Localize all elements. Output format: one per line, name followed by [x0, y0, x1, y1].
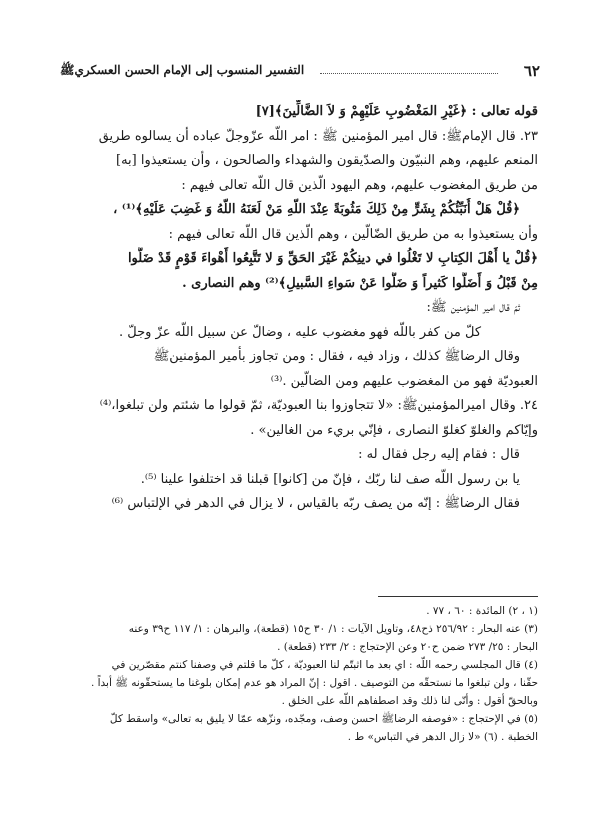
footnotes	[62, 602, 538, 746]
footnote-line: (١ ، ٢) المائدة : ٦٠ ، ٧٧ .	[426, 605, 538, 617]
header-dotted-line	[320, 73, 498, 74]
paragraph-line: المنعم عليهم، وهم النبيّون والصدّيقون والشهداء والصالحون ، وأن يستعيذوا [به]	[116, 153, 538, 168]
quran-quote-line: ﴿قُلْ يا أَهْلَ الكِتابِ لا تَغْلُوا في دينِكُمْ غَيْرَ الحَقِّ وَ لا تَتَّبِعُوا أَهْواءَ قَوْمٍ قَدْ ضَلُّوا	[127, 251, 538, 266]
body-text	[62, 100, 538, 517]
paragraph-line: ٢٤. وقال اميرالمؤمنينﷺ: «لا تتجاوزوا بنا العبوديّة، ثمّ قولوا ما شئتم ولن تبلغوا،⁽⁴⁾	[99, 398, 538, 413]
paragraph-line: وقال الرضاﷺ كذلك ، وزاد فيه ، فقال : ومن تجاوز بأمير المؤمنينﷺ	[153, 349, 520, 364]
footnote-line: (٤) قال المجلسي رحمه اللّه : اي بعد ما اثبتّم لنا العبوديّة ، كلّ ما قلتم في وصفنا كنتم مقصّرين في	[111, 659, 538, 671]
paragraph-line: وأن يستعيذوا به من طريق الضّالّين ، وهم الّذين قال اللّه تعالى فيهم :	[168, 226, 538, 242]
page-header	[60, 62, 540, 84]
paragraph-line: يا بن رسول اللّه صف لنا ربّك ، فإنّ من [كانوا] قبلنا قد اختلفوا علينا ⁽⁵⁾.	[140, 471, 520, 487]
paragraph-line: فقال الرضاﷺ : إنّه من يصف ربّه بالقياس ، لا يزال في الدهر في الإلتباس ⁽⁶⁾	[111, 496, 520, 511]
paragraph-line: كلّ من كفر باللّه فهو مغضوب عليه ، وضالّ عن سبيل اللّه عزّ وجلّ .	[118, 324, 482, 340]
verse-heading: قوله تعالى : ﴿غَيْرِ المَغْضُوبِ عَلَيْهِمْ وَ لاَ الضَّالِّينَ﴾[٧]	[255, 104, 538, 119]
paragraph-line: من طريق المغضوب عليهم، وهم اليهود الّذين قال اللّه تعالى فيهم :	[181, 177, 538, 193]
paragraph-line: قال : فقام إليه رجل فقال له :	[358, 447, 520, 462]
paragraph-line: ثمّ قال امير المؤمنين ﷺ:	[426, 300, 520, 315]
footnote-line: الخطبة . (٦) «لا زال الدهر في التباس» ط .	[347, 731, 538, 743]
running-title: التفسير المنسوب إلى الإمام الحسن العسكريﷺ	[60, 63, 305, 77]
footnote-separator	[378, 596, 538, 597]
footnote-line: البحار : ٢٥/ ٢٧٣ ضمن ح٢٠ وعن الإحتجاج : ٢/ ٢٣٣ (قطعة) .	[277, 641, 538, 653]
page-number: ٦٢	[523, 62, 540, 80]
quran-quote-line: مِنْ قَبْلُ وَ أَضَلُّوا كَثيراً وَ ضَلُّوا عَنْ سَواءِ السَّبيلِ﴾⁽²⁾ وهم النصارى .	[182, 275, 538, 291]
footnote-line: حقّنا ، ولن تبلغوا ما نستحقّه من التوصيف . اقول : إنّ المراد هو عدم إمكان بلوغنا ما يستحقّونه ﷺ أبداً .	[90, 677, 538, 689]
paragraph-line: وإيّاكم والغلوّ كغلوّ النصارى ، فإنّي بريء من الغالين» .	[250, 422, 538, 438]
paragraph-line: العبوديّة فهو من المغضوب عليهم ومن الضالّين .⁽³⁾	[270, 373, 538, 389]
footnote-line: وبالحقّ أقول : وأنّى لنا ذلك وقد اصطفاهم اللّه على الخلق .	[281, 695, 538, 707]
quran-quote-line: ﴿قُلْ هَلْ أُنَبِّئُكُمْ بِشَرٍّ مِنْ ذَلِكَ مَثُوبَةً عِنْدَ اللّهِ مَنْ لَعَنَهُ اللّهُ وَ غَضِبَ عَلَيْهِ﴾⁽¹⁾ ،	[113, 202, 520, 217]
footnote-line: (٥) في الإحتجاج : «فوصفه الرضاﷺ احسن وصف، ومجّده، ونزّهه عمّا لا يليق به تعالى» واسقط كلّ	[109, 713, 538, 725]
footnote-line: (٣) عنه البحار : ٢٥٦/٩٢ ذح٤٨، وتاويل الآيات : ١/ ٣٠ ح١٥ (قطعة)، والبرهان : ١/ ١١٧ ح٣٩ وعنه	[128, 623, 538, 635]
paragraph-line: ٢٣. قال الإمامﷺ: قال امير المؤمنين ﷺ : امر اللّه عزّوجلّ عباده أن يسالوه طريق	[98, 128, 538, 144]
